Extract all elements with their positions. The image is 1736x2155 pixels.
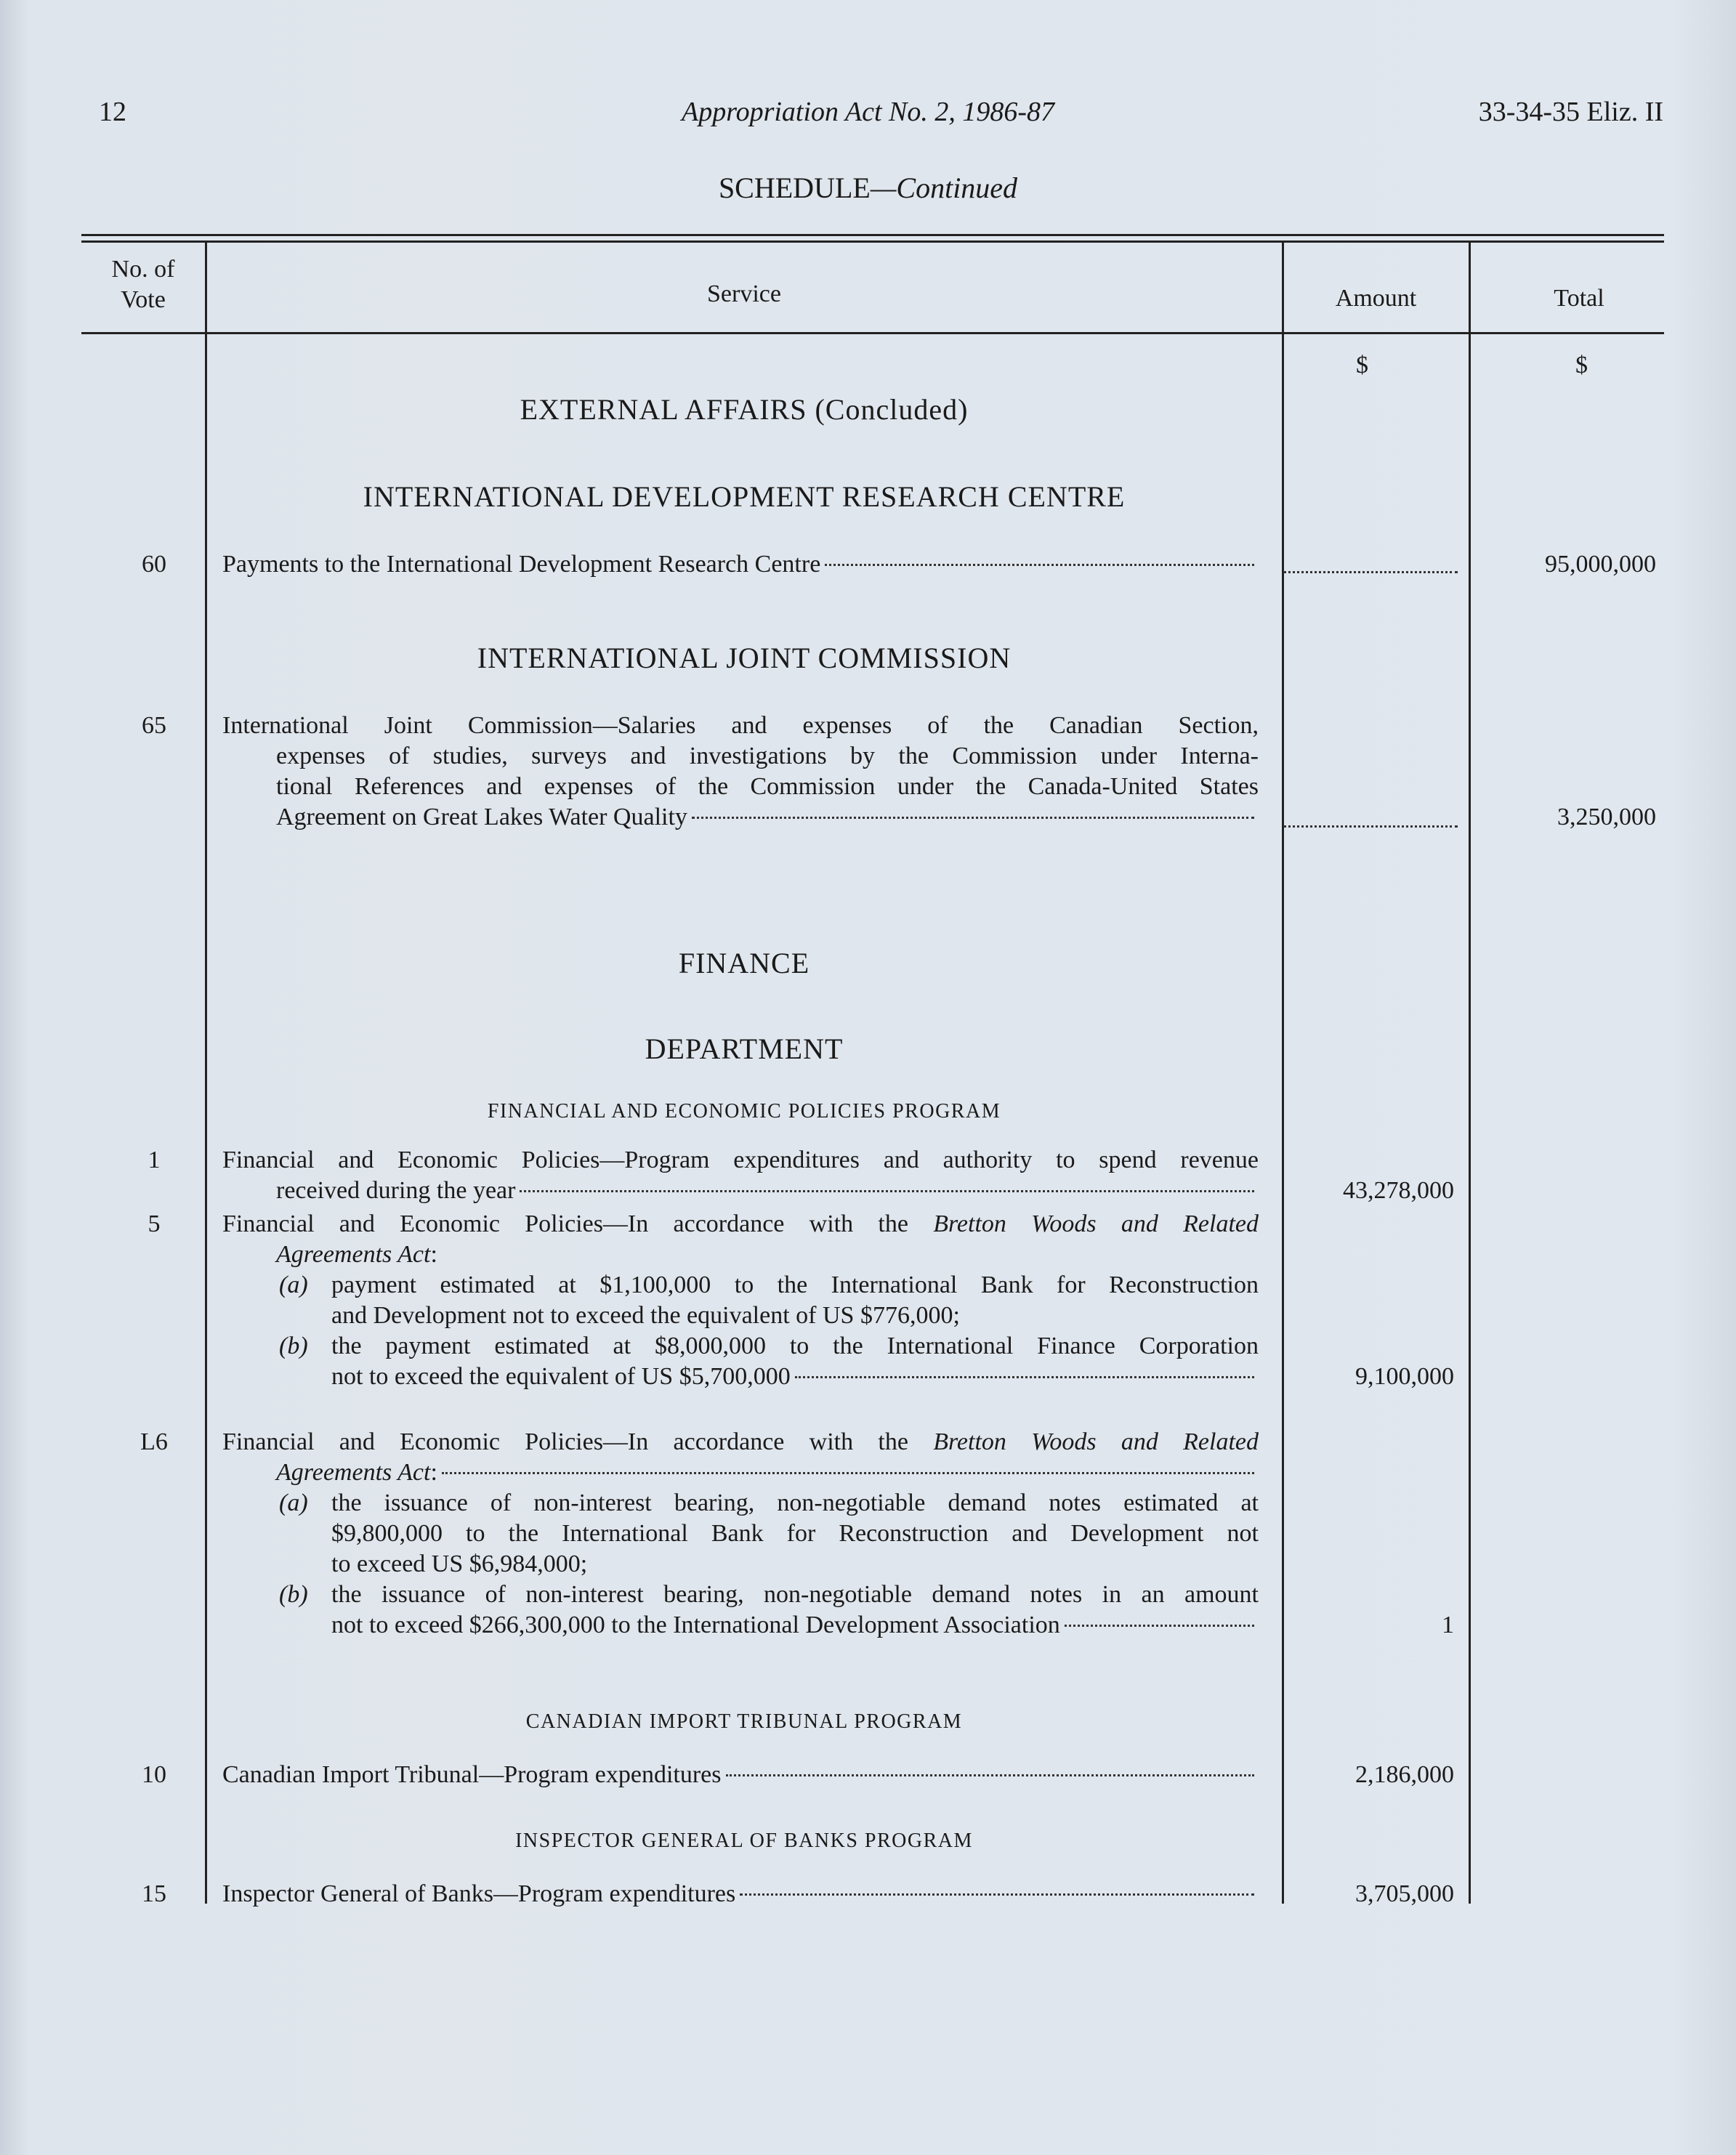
col-header-vote [81, 254, 205, 315]
item-text-continued [276, 1176, 1259, 1206]
vote-number: L6 [140, 1428, 168, 1455]
amount-dot-leader [1283, 571, 1458, 573]
table-top-rule [81, 234, 1664, 236]
item-text-line [222, 1209, 1259, 1240]
sub-item-b [279, 1580, 1259, 1641]
vote-number: 60 [142, 551, 166, 578]
act-name-continued: Agreements Act [276, 1241, 431, 1268]
item-text-continued [276, 741, 1259, 833]
item-text-line: Payments to the International Development Research Centre [222, 551, 821, 578]
page-number: 12 [99, 97, 126, 127]
item-text [222, 1145, 1259, 1176]
sub-item-a [279, 1270, 1259, 1331]
item-text [222, 1427, 1259, 1457]
sub-item-label: (a) [279, 1489, 308, 1516]
colon: : [430, 1241, 437, 1268]
item-text [222, 1209, 1259, 1240]
dot-leader [795, 1376, 1254, 1378]
item-text [222, 1879, 1259, 1909]
dot-leader [740, 1893, 1254, 1896]
dot-leader [1065, 1625, 1254, 1627]
act-title: Appropriation Act No. 2, 1986-87 [682, 97, 1054, 127]
section-ijc: INTERNATIONAL JOINT COMMISSION [477, 642, 1012, 674]
item-amount: 2,186,000 [1355, 1761, 1454, 1788]
dot-leader [520, 1190, 1254, 1192]
item-text-continued [276, 1240, 1259, 1270]
item-text-line: received during the year [276, 1177, 516, 1204]
header-bottom-rule [81, 332, 1664, 334]
schedule-continued: —Continued [870, 171, 1018, 204]
item-text-line: Financial and Economic Policies—Program expenditures and authority to spend revenue [222, 1147, 1259, 1173]
sub-item-label: (b) [279, 1581, 308, 1608]
regnal-year: 33-34-35 Eliz. II [1478, 97, 1663, 127]
sub-item-line: the issuance of non-interest bearing, non-negotiable demand notes in an amount [331, 1581, 1259, 1608]
program-heading-cit: CANADIAN IMPORT TRIBUNAL PROGRAM [525, 1710, 963, 1733]
item-text-line: Agreement on Great Lakes Water Quality [276, 804, 687, 830]
sub-item-line: payment estimated at $1,100,000 to the International Bank for Reconstruction [331, 1271, 1259, 1298]
sub-item-line: to exceed US $6,984,000; [331, 1550, 588, 1577]
item-amount: 1 [1442, 1612, 1454, 1638]
act-name: Bretton Woods and Related [933, 1428, 1259, 1455]
section-finance: FINANCE [678, 947, 810, 979]
sub-item-line: not to exceed the equivalent of US $5,700,000 [331, 1363, 791, 1390]
col-header-vote-line1: No. of [111, 256, 175, 283]
item-amount: 43,278,000 [1343, 1177, 1454, 1204]
amount-dot-leader [1283, 825, 1458, 828]
sub-item-line: the issuance of non-interest bearing, non-negotiable demand notes estimated at [331, 1489, 1259, 1516]
item-text-line: tional References and expenses of the Commission under the Canada-United States [276, 773, 1259, 800]
vote-number: 5 [148, 1210, 161, 1237]
act-name: Bretton Woods and Related [933, 1210, 1259, 1237]
item-text-line: expenses of studies, surveys and investigations by the Commission under Interna- [276, 743, 1259, 769]
col-header-service: Service [707, 280, 781, 307]
col-header-amount: Amount [1335, 285, 1417, 312]
sub-item-label: (b) [279, 1333, 308, 1359]
sub-item-label: (a) [279, 1271, 308, 1298]
section-idrc: INTERNATIONAL DEVELOPMENT RESEARCH CENTRE [363, 480, 1126, 513]
col-header-total: Total [1554, 285, 1604, 312]
item-text [222, 711, 1259, 741]
table-top-rule-2 [81, 240, 1664, 243]
item-text-line [222, 1427, 1259, 1457]
amount-unit: $ [1356, 352, 1368, 379]
section-department: DEPARTMENT [645, 1032, 844, 1065]
item-text-line: Canadian Import Tribunal—Program expenditures [222, 1761, 722, 1788]
program-heading-fep: FINANCIAL AND ECONOMIC POLICIES PROGRAM [487, 1100, 1001, 1123]
item-total: 95,000,000 [1545, 551, 1656, 578]
dot-leader [692, 817, 1254, 819]
item-text [222, 1760, 1259, 1790]
dot-leader [825, 564, 1254, 566]
vote-number: 15 [142, 1880, 166, 1907]
sub-item-line: and Development not to exceed the equivalent of US $776,000; [331, 1302, 960, 1329]
sub-item-line: $9,800,000 to the International Bank for Reconstruction and Development not [331, 1520, 1259, 1547]
vote-number: 1 [148, 1147, 161, 1173]
item-text-part: Financial and Economic Policies—In accordance with the [222, 1210, 934, 1237]
item-amount: 3,705,000 [1355, 1880, 1454, 1907]
dot-leader [442, 1472, 1254, 1474]
program-heading-igb: INSPECTOR GENERAL OF BANKS PROGRAM [515, 1829, 973, 1852]
sub-item-line: not to exceed $266,300,000 to the International Development Association [331, 1612, 1060, 1638]
item-text-part: Financial and Economic Policies—In accordance with the [222, 1428, 934, 1455]
colon: : [430, 1459, 437, 1486]
schedule-label: SCHEDULE [718, 171, 871, 204]
item-text-continued [276, 1457, 1259, 1488]
total-unit: $ [1575, 352, 1588, 379]
dot-leader [726, 1774, 1254, 1776]
item-text [222, 549, 1259, 580]
column-divider-total [1469, 241, 1471, 1904]
item-amount: 9,100,000 [1355, 1363, 1454, 1390]
item-text-line: Inspector General of Banks—Program expenditures [222, 1880, 736, 1907]
item-text-line: International Joint Commission—Salaries and expenses of the Canadian Section, [222, 712, 1259, 739]
act-name-continued: Agreements Act [276, 1459, 431, 1486]
col-header-vote-line2: Vote [121, 286, 166, 313]
schedule-heading [0, 171, 1736, 205]
sub-item-a [279, 1488, 1259, 1580]
item-total: 3,250,000 [1557, 804, 1656, 830]
sub-item-line: the payment estimated at $8,000,000 to the International Finance Corporation [331, 1333, 1259, 1359]
sub-item-b [279, 1331, 1259, 1392]
vote-number: 10 [142, 1761, 166, 1788]
section-external-affairs: EXTERNAL AFFAIRS (Concluded) [520, 393, 969, 426]
vote-number: 65 [142, 712, 166, 739]
